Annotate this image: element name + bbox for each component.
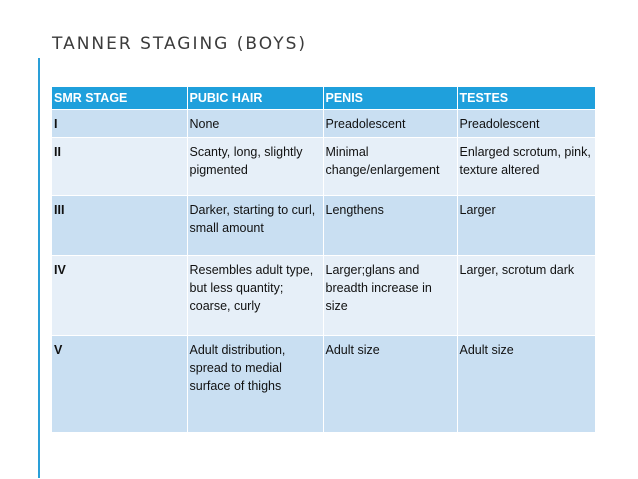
header-smr-stage: SMR STAGE bbox=[52, 87, 187, 110]
slide-title: TANNER STAGING (BOYS) bbox=[52, 34, 308, 54]
cell-pubic-hair: None bbox=[187, 110, 323, 138]
header-penis: PENIS bbox=[323, 87, 457, 110]
table-row bbox=[52, 256, 595, 336]
accent-bar bbox=[38, 58, 40, 478]
table-header-row bbox=[52, 87, 595, 110]
cell-penis: Preadolescent bbox=[323, 110, 457, 138]
tanner-staging-table bbox=[52, 87, 596, 432]
cell-penis: Larger;glans and breadth increase in size bbox=[323, 256, 457, 336]
cell-stage: V bbox=[52, 336, 187, 433]
cell-testes: Larger, scrotum dark bbox=[457, 256, 595, 336]
cell-testes: Preadolescent bbox=[457, 110, 595, 138]
cell-stage: I bbox=[52, 110, 187, 138]
cell-stage: III bbox=[52, 196, 187, 256]
cell-testes: Adult size bbox=[457, 336, 595, 433]
cell-penis: Minimal change/enlargement bbox=[323, 138, 457, 196]
table-row bbox=[52, 336, 595, 433]
cell-pubic-hair: Darker, starting to curl, small amount bbox=[187, 196, 323, 256]
table-row bbox=[52, 138, 595, 196]
cell-testes: Larger bbox=[457, 196, 595, 256]
cell-penis: Adult size bbox=[323, 336, 457, 433]
table-row bbox=[52, 110, 595, 138]
cell-pubic-hair: Scanty, long, slightly pigmented bbox=[187, 138, 323, 196]
table-row bbox=[52, 196, 595, 256]
cell-pubic-hair: Resembles adult type, but less quantity; coarse, curly bbox=[187, 256, 323, 336]
cell-pubic-hair: Adult distribution, spread to medial surface of thighs bbox=[187, 336, 323, 433]
cell-stage: II bbox=[52, 138, 187, 196]
header-pubic-hair: PUBIC HAIR bbox=[187, 87, 323, 110]
cell-testes: Enlarged scrotum, pink, texture altered bbox=[457, 138, 595, 196]
cell-penis: Lengthens bbox=[323, 196, 457, 256]
header-testes: TESTES bbox=[457, 87, 595, 110]
cell-stage: IV bbox=[52, 256, 187, 336]
